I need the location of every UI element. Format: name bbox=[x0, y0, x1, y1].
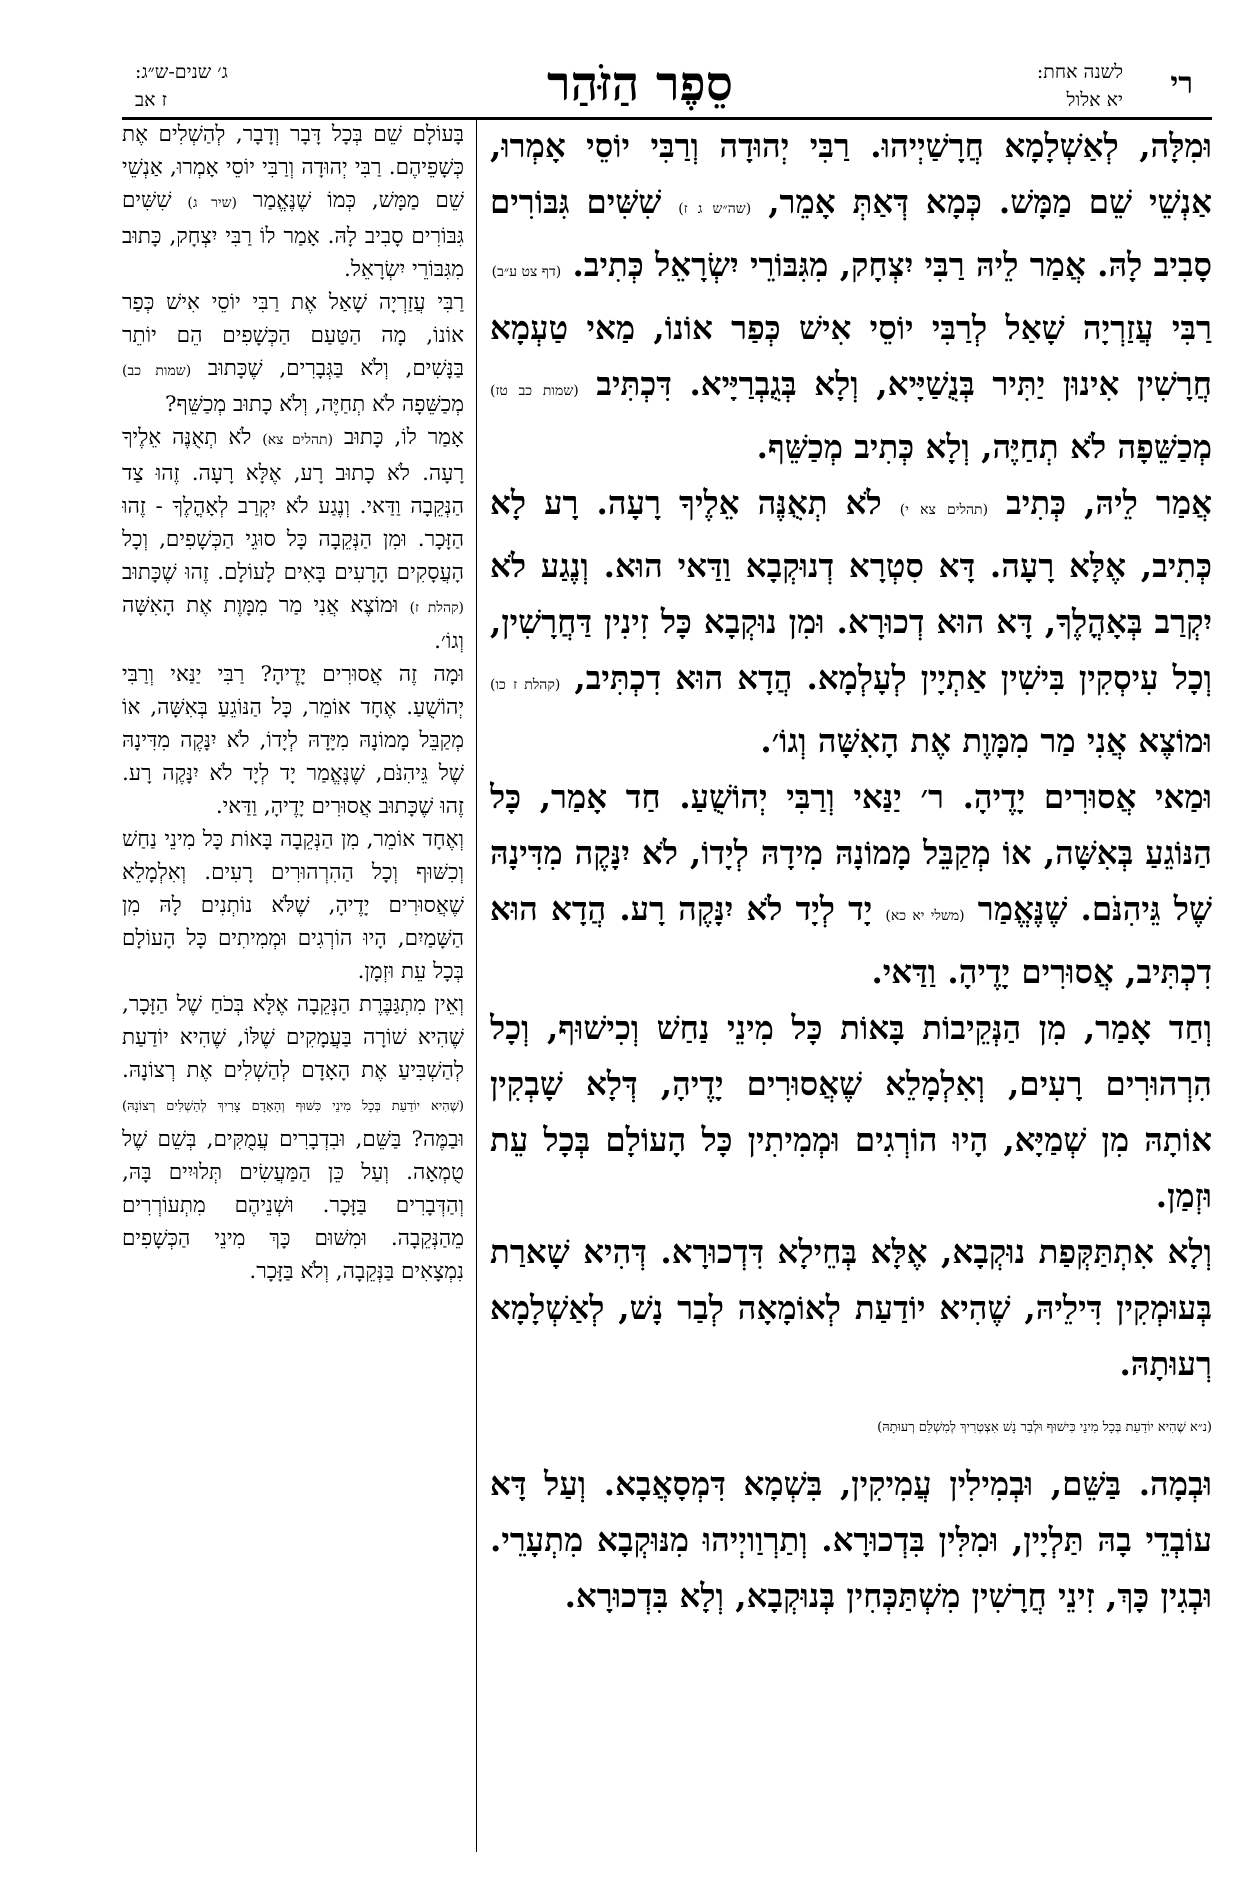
verse-reference: (שמות כב טז) bbox=[490, 383, 579, 399]
alternate-reading-note: (שֶׁהִיא יוֹדַעַת בְּכָל מִינֵי כִּשּׁוּף וְהָאָדָם צָרִיךְ לְהַשְׁלִים רְצוֹנָהּ) bbox=[122, 1099, 464, 1114]
page-reference: (דף צט ע״ב) bbox=[491, 264, 562, 280]
main-paragraph: וּמִלָּה, לְאַשְׁלָמָא חֲרָשַׁיְיהוּ. רַבִּי יְהוּדָה וְרַבִּי יוֹסֵי אָמְרוּ, אַנְשֵׁי שֵׁם מַמָּשׁ. כְּמָא דְּאַתְּ אָמֵר, (שה״ש ג ז) שִׁשִּׁים גִּבּוֹרִים סָבִיב לָהּ. אֲמַר לֵיהּ רַבִּי יִצְחָק, מִגִּבּוֹרֵי יִשְׂרָאֵל כְּתִיב. (דף צט ע״ב) bbox=[490, 126, 1212, 284]
verse-reference: (קהלת ז) bbox=[409, 600, 464, 616]
main-paragraph: וְחַד אָמַר, מִן הַנְּקֵיבוֹת בָּאוֹת כָּל מִינֵי נַחַשׁ וְכִישׁוּף, וְכָל הִרְהוּרִים רָעִים, וְאִלְמָלֵא שֶׁאֲסוּרִים יָדֶיהָ, דְּלָא שָׁבְקִין אוֹתָהּ מִן שְׁמַיָּא, הָיוּ הוֹרְגִים וּמְמִיתִין כָּל הָעוֹלָם בְּכָל עֵת וּזְמַן. bbox=[490, 1008, 1212, 1215]
study-schedule-three-years bbox=[135, 58, 228, 114]
verse-reference: (שיר ג) bbox=[187, 195, 237, 211]
study-date: יא אלול bbox=[1066, 89, 1123, 111]
translation-column bbox=[122, 118, 464, 1858]
verse-reference: (שמות כב) bbox=[122, 363, 192, 379]
main-paragraph: וּבְמָה. בַּשֵּׁם, וּבְמִילִין עֲמִיקִין, בִּשְׁמָא דִּמְסָאֲבָא. וְעַל דָּא עוֹבְדֵי בָהּ תַּלְיָין, וּמִלִּין בִּדְכוּרָא. וְתַרְוַויְיהוּ מִנּוּקְבָא מִתְעָרֵי. וּבְגִין כָּךְ, זִינֵי חֲרָשִׁין מִשְׁתַּכְּחִין בְּנוּקְבָא, וְלָא בִּדְכוּרָא. bbox=[490, 1464, 1212, 1615]
study-cycle-label: לשנה אחת: bbox=[1036, 61, 1123, 83]
translation-paragraph: אָמַר לוֹ, כָּתוּב (תהלים צא) לֹא תְאֻנֶּה אֵלֶיךָ רָעָה. לֹא כָתוּב רָע, אֶלָּא רָעָה. זֶהוּ צַד הַנְּקֵבָה וַדַּאי. וְנֶגַע לֹא יִקְרַב לְאָהֳלֶךָ - זֶהוּ הַזָּכָר. וּמִן הַנְּקֵבָה כָּל סוּגֵי הַכְּשָׁפִים, וְכָל הָעֲסָקִים הָרָעִים בָּאִים לָעוֹלָם. זֶהוּ שֶׁכָּתוּב (קהלת ז) וּמוֹצֶא אֲנִי מַר מִמָּוֶת אֶת הָאִשָּׁה וְגוֹ׳. bbox=[122, 425, 464, 654]
page-number: רי bbox=[1170, 66, 1193, 101]
main-paragraph: וּמַאי אֲסוּרִים יָדֶיהָ. ר׳ יַנַּאי וְרַבִּי יְהוֹשֻׁעַ. חַד אָמַר, כָּל הַנּוֹגֵעַ בְּאִשָּׁה, אוֹ מְקַבֵּל מָמוֹנָהּ מִידָהּ לְיָדוֹ, לֹא יִנָּקֶה מִדִּינָהּ שֶׁל גֵּיהִנֹּם. שֶׁנֶּאֱמַר (משלי יא כא) יָד לְיָד לֹא יִנָּקֶה רָע. הֲדָא הוּא דִכְתִּיב, אֲסוּרִים יָדֶיהָ. וַדַּאי. bbox=[490, 777, 1212, 991]
years-date: ז אב bbox=[135, 89, 167, 111]
translation-paragraph: וּמָה זֶה אֲסוּרִים יָדֶיהָ? רַבִּי יַנַּאי וְרַבִּי יְהוֹשֻׁעַ. אֶחָד אוֹמֵר, כָּל הַנּוֹגֵעַ בְּאִשָּׁה, אוֹ מְקַבֵּל מָמוֹנָהּ מִיָּדָהּ לְיָדוֹ, לֹא יִנָּקֶה מִדִּינָהּ שֶׁל גֵּיהִנֹּם, שֶׁנֶּאֱמַר יָד לְיָד לֹא יִנָּקֶה רָע. זֶהוּ שֶׁכָּתוּב אֲסוּרִים יָדֶיהָ, וַדַּאי. bbox=[122, 662, 464, 819]
study-schedule-one-year bbox=[1037, 58, 1123, 114]
verse-reference: (תהלים צא) bbox=[262, 432, 334, 448]
alternate-reading-note: (נ״א שֶׁהִיא יוֹדַעַת בְּכָל מִינֵי כִּישׁוּף וּלְבַר נָשׁ אִצְטְרִיךְ לְמִשְׁלַם רְעוּתָהּ) bbox=[877, 1420, 1212, 1435]
translation-paragraph: וְאֶחָד אוֹמֵר, מִן הַנְּקֵבָה בָּאוֹת כָּל מִינֵי נַחַשׁ וְכִשּׁוּף וְכָל הַהִרְהוּרִים רָעִים. וְאִלְמָלֵא שֶׁאֲסוּרִים יָדֶיהָ, שֶׁלֹּא נוֹתְנִים לָהּ מִן הַשָּׁמַיִם, הָיוּ הוֹרְגִים וּמְמִיתִים כָּל הָעוֹלָם בְּכָל עֵת וּזְמָן. bbox=[122, 827, 464, 984]
translation-paragraph: בָּעוֹלָם שֵׁם בְּכָל דָּבָר וְדָבָר, לְהַשְׁלִים אֶת כְּשָׁפֵיהֶם. רַבִּי יְהוּדָה וְרַבִּי יוֹסֵי אָמְרוּ, אַנְשֵׁי שֵׁם מַמָּשׁ, כְּמוֹ שֶׁנֶּאֱמַר (שיר ג) שִׁשִּׁים גִּבּוֹרִים סָבִיב לָהּ. אָמַר לוֹ רַבִּי יִצְחָק, כָּתוּב מִגִּבּוֹרֵי יִשְׂרָאֵל. bbox=[122, 122, 464, 282]
main-paragraph: וְלָא אִתְתַּקְּפַת נוּקְבָא, אֶלָּא בְּחֵילָא דִּדְכוּרָא. דְּהִיא שָׁארַת בְּעוּמְקִין דִּילֵיהּ, שֶׁהִיא יוֹדַעַת לְאוֹמָאָה לְבַר נָשׁ, לְאַשְׁלָמָא רְעוּתָהּ. bbox=[490, 1232, 1212, 1383]
column-divider bbox=[476, 117, 477, 1852]
main-paragraph: רַבִּי עֲזַרְיָה שָׁאַל לְרַבִּי יוֹסֵי אִישׁ כְּפַר אוֹנוֹ, מַאי טַעְמָא חֲרָשִׁין אִינוּן יַתִּיר בְּנֻשַׁיָּיא, וְלָא בְּגֻבְרַיָּיא. דִּכְתִּיב (שמות כב טז) מְכַשֵּׁפָה לֹא תְחַיֶּה, וְלָא כְּתִיב מְכַשֵּׁף. bbox=[490, 308, 1212, 466]
verse-reference: (תהלים צא י) bbox=[899, 502, 989, 518]
translation-paragraph: וְאֵין מִתְגַּבֶּרֶת הַנְּקֵבָה אֶלָּא בְּכֹחַ שֶׁל הַזָּכָר, שֶׁהִיא שׁוֹרָה בַּעֲמָקִים שֶׁלּוֹ, שֶׁהִיא יוֹדַעַת לְהַשְׁבִּיעַ אֶת הָאָדָם לְהַשְׁלִים אֶת רְצוֹנָהּ. (שֶׁהִיא יוֹדַעַת בְּכָל מִינֵי כִּשּׁוּף וְהָאָדָם צָרִיךְ לְהַשְׁלִים רְצוֹנָהּ) וּבַמֶּה? בַּשֵּׁם, וּבִדְבָרִים עֲמֻקִּים, בְּשֵׁם שֶׁל טֻמְאָה. וְעַל כֵּן הַמַּעֲשִׂים תְּלוּיִים בָּהּ, וְהַדְּבָרִים בַּזָּכָר. וּשְׁנֵיהֶם מִתְעוֹרְרִים מֵהַנְּקֵבָה. וּמִשּׁוּם כָּךְ מִינֵי הַכְּשָׁפִים נִמְצָאִים בַּנְּקֵבָה, וְלֹא בַּזָּכָר. bbox=[122, 992, 464, 1284]
book-title: סֵפֶר הַזֹּהַר bbox=[547, 56, 733, 112]
page-header bbox=[0, 56, 1253, 116]
verse-reference: (שה״ש ג ז) bbox=[678, 201, 752, 217]
verse-reference: (קהלת ז כו) bbox=[490, 677, 561, 693]
years-cycle-label: ג׳ שנים-ש״ג: bbox=[135, 61, 228, 83]
verse-reference: (משלי יא כא) bbox=[885, 908, 965, 924]
main-paragraph: אֲמַר לֵיהּ, כְּתִיב (תהלים צא י) לֹא תְאֻנֶּה אֵלֶיךָ רָעָה. רָע לָא כְּתִיב, אֶלָּא רָעָה. דָּא סִטְרָא דְנוּקְבָא וַדַּאי הוּא. וְנֶגַע לֹא יִקְרַב בְּאָהֳלֶךָ, דָּא הוּא דְכוּרָא. וּמִן נוּקְבָא כָּל זִינִין דַּחֲרָשִׁין, וְכָל עִיסְקִין בִּישִׁין אַתְיָין לְעָלְמָא. הֲדָא הוּא דִכְתִּיב, (קהלת ז כו) וּמוֹצֶא אֲנִי מַר מִמָּוֶת אֶת הָאִשָּׁה וְגוֹ׳. bbox=[490, 483, 1212, 760]
translation-paragraph: רַבִּי עֲזַרְיָה שָׁאַל אֶת רַבִּי יוֹסֵי אִישׁ כְּפַר אוֹנוֹ, מָה הַטַּעַם הַכְּשָׁפִים הֵם יוֹתֵר בַּנָּשִׁים, וְלֹא בַּגְּבָרִים, שֶׁכָּתוּב (שמות כב) מְכַשֵּׁפָה לֹא תְחַיֶּה, וְלֹא כָתוּב מְכַשֵּׁף? bbox=[122, 290, 464, 417]
main-text-column bbox=[490, 118, 1212, 1858]
